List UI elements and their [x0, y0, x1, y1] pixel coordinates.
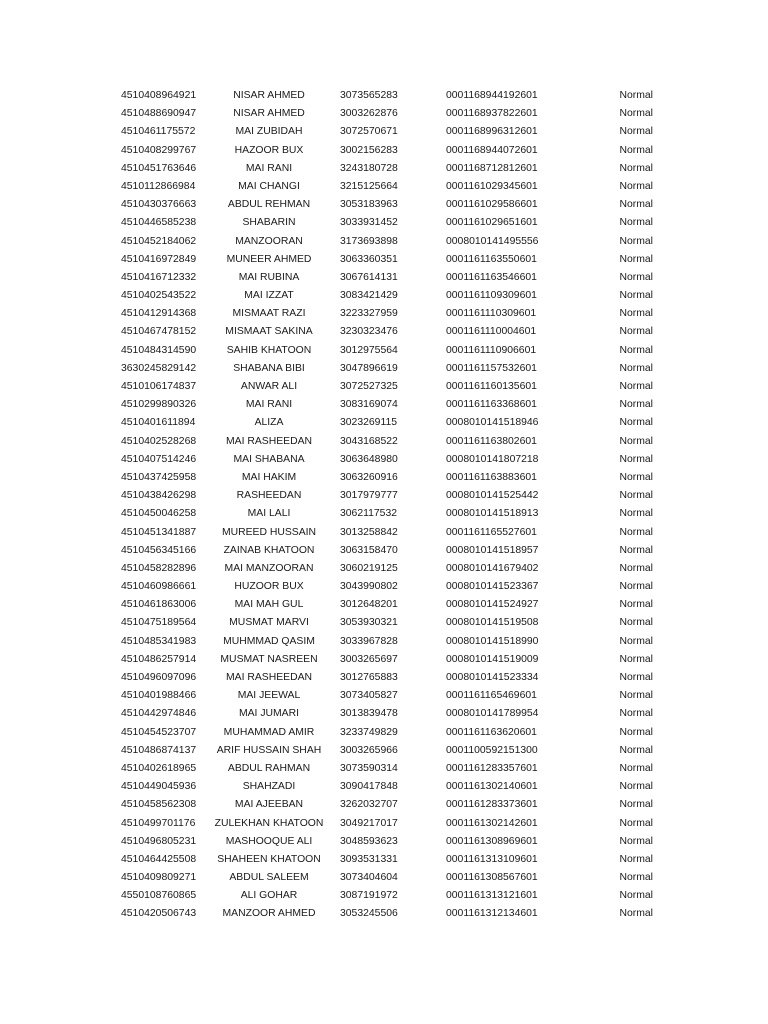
phone-cell: 3072527325 — [340, 381, 398, 392]
account-number-cell: 0001161029651601 — [446, 217, 538, 229]
table-row — [0, 414, 768, 432]
status-cell: Normal — [619, 653, 653, 665]
name-cell: MAI AJEEBAN — [234, 799, 304, 811]
status-cell: Normal — [619, 144, 653, 156]
phone-cell: 3173693898 — [340, 235, 398, 247]
cnic-cell: 4510496805231 — [121, 835, 197, 847]
name-cell: ANWAR ALI — [240, 381, 298, 392]
cnic-cell: 4510402543522 — [121, 290, 197, 302]
table-row — [0, 269, 768, 287]
name-cell: NISAR AHMED — [233, 108, 305, 120]
status-cell: Normal — [619, 381, 653, 392]
account-number-cell: 0001168944192601 — [446, 90, 538, 101]
status-cell: Normal — [619, 617, 653, 629]
account-number-cell: 0001161302140601 — [446, 781, 538, 793]
status-cell: Normal — [619, 253, 653, 265]
table-row — [0, 560, 768, 578]
account-number-cell: 0001161312134601 — [446, 908, 538, 920]
table-row — [0, 887, 768, 905]
table-row — [0, 851, 768, 869]
name-cell: MUREED HUSSAIN — [221, 526, 317, 538]
name-cell: MAI MANZOORAN — [224, 562, 314, 574]
account-number-cell: 0008010141789954 — [446, 708, 539, 720]
table-row — [0, 396, 768, 414]
cnic-cell: 4510446585238 — [121, 217, 197, 229]
status-cell: Normal — [619, 108, 653, 120]
table-row — [0, 760, 768, 778]
table-row — [0, 451, 768, 469]
cnic-cell: 4510486874137 — [121, 744, 197, 756]
name-cell: SAHIB KHATOON — [226, 344, 312, 356]
status-cell: Normal — [619, 308, 653, 320]
account-number-cell: 0001161160135601 — [446, 381, 537, 392]
table-row — [0, 433, 768, 451]
cnic-cell: 4510456345166 — [121, 544, 197, 556]
name-cell: MAI JEEWAL — [237, 690, 301, 702]
cnic-cell: 4510401611894 — [121, 417, 196, 429]
cnic-cell: 4510412914368 — [121, 308, 197, 320]
cnic-cell: 4510401988466 — [121, 690, 197, 702]
status-cell: Normal — [619, 180, 653, 192]
table-row — [0, 524, 768, 542]
table-row — [0, 705, 768, 723]
cnic-cell: 4510451341887 — [121, 526, 197, 538]
account-number-cell: 0001100592151300 — [446, 744, 538, 756]
table-row — [0, 614, 768, 632]
cnic-cell: 4510499701176 — [121, 817, 196, 829]
phone-cell: 3012975564 — [340, 344, 398, 356]
account-number-cell: 0001161157532601 — [446, 362, 537, 374]
phone-cell: 3073590314 — [340, 762, 398, 774]
name-cell: SHAHEEN KHATOON — [217, 853, 321, 865]
account-number-cell: 0008010141679402 — [446, 562, 539, 574]
status-cell: Normal — [619, 217, 653, 229]
table-row — [0, 669, 768, 687]
name-cell: RASHEEDAN — [236, 490, 302, 502]
phone-cell: 3012765883 — [340, 672, 398, 683]
phone-cell: 3093531331 — [340, 853, 398, 865]
name-cell: MAI IZZAT — [244, 290, 294, 302]
status-cell: Normal — [619, 708, 653, 720]
table-row — [0, 596, 768, 614]
status-cell: Normal — [619, 635, 653, 647]
name-cell: MANZOORAN — [235, 235, 303, 247]
cnic-cell: 4510438426298 — [121, 490, 197, 502]
table-row — [0, 233, 768, 251]
cnic-cell: 4510416972849 — [121, 253, 197, 265]
table-row — [0, 469, 768, 487]
table-row — [0, 123, 768, 141]
name-cell: MUSMAT NASREEN — [220, 653, 318, 665]
phone-cell: 3233749829 — [340, 726, 398, 738]
name-cell: MUHAMMAD AMIR — [223, 726, 315, 738]
table-row — [0, 178, 768, 196]
table-row — [0, 305, 768, 323]
cnic-cell: 4510408964921 — [121, 90, 197, 101]
table-row — [0, 905, 768, 923]
status-cell: Normal — [619, 90, 653, 101]
phone-cell: 3033931452 — [340, 217, 398, 229]
cnic-cell: 4510420506743 — [121, 908, 197, 920]
phone-cell: 3073404604 — [340, 872, 398, 884]
name-cell: NISAR AHMED — [233, 90, 305, 101]
phone-cell: 3073565283 — [340, 90, 398, 101]
cnic-cell: 4510452184062 — [121, 235, 197, 247]
table-row — [0, 724, 768, 742]
account-number-cell: 0008010141524927 — [446, 599, 539, 611]
cnic-cell: 4510461863006 — [121, 599, 197, 611]
phone-cell: 3073405827 — [340, 690, 398, 702]
table-row — [0, 633, 768, 651]
account-number-cell: 0001161163368601 — [446, 399, 537, 411]
table-row — [0, 142, 768, 160]
table-row — [0, 651, 768, 669]
phone-cell: 3003265697 — [340, 653, 398, 665]
cnic-cell: 4510402618965 — [121, 762, 197, 774]
cnic-cell: 4510451763646 — [121, 162, 197, 174]
account-number-cell: 0008010141518990 — [446, 635, 539, 647]
cnic-cell: 4510442974846 — [121, 708, 197, 720]
cnic-cell: 4510485341983 — [121, 635, 197, 647]
name-cell: MAI JUMARI — [238, 708, 300, 720]
name-cell: ZAINAB KHATOON — [223, 544, 315, 556]
phone-cell: 3072570671 — [340, 126, 398, 138]
cnic-cell: 4510450046258 — [121, 508, 197, 520]
phone-cell: 3012648201 — [340, 599, 398, 611]
name-cell: ARIF HUSSAIN SHAH — [216, 744, 322, 756]
cnic-cell: 4510458562308 — [121, 799, 197, 811]
cnic-cell: 4510488690947 — [121, 108, 197, 120]
phone-cell: 3053245506 — [340, 908, 398, 920]
account-number-cell: 0001161165469601 — [446, 690, 537, 702]
account-number-cell: 0001161110906601 — [446, 344, 537, 356]
cnic-cell: 4510464425508 — [121, 853, 197, 865]
name-cell: MUSMAT MARVI — [229, 617, 309, 629]
phone-cell: 3003262876 — [340, 108, 398, 120]
phone-cell: 3060219125 — [340, 562, 398, 574]
account-number-cell: 0008010141518913 — [446, 508, 539, 520]
status-cell: Normal — [619, 853, 653, 865]
name-cell: ABDUL RAHMAN — [227, 762, 311, 774]
cnic-cell: 4510437425958 — [121, 471, 197, 483]
name-cell: MAI RUBINA — [238, 271, 300, 283]
account-number-cell: 0001161313109601 — [446, 853, 538, 865]
name-cell: MUNEER AHMED — [226, 253, 312, 265]
name-cell: MAI LALI — [247, 508, 291, 520]
phone-cell: 3262032707 — [340, 799, 398, 811]
status-cell: Normal — [619, 835, 653, 847]
cnic-cell: 4510454523707 — [121, 726, 197, 738]
name-cell: HAZOOR BUX — [234, 144, 304, 156]
name-cell: MUHMMAD QASIM — [223, 635, 315, 647]
account-number-cell: 0001161283357601 — [446, 762, 538, 774]
phone-cell: 3215125664 — [340, 180, 398, 192]
name-cell: MASHOOQUE ALI — [225, 835, 313, 847]
name-cell: SHABANA BIBI — [233, 362, 305, 374]
account-number-cell: 0001161165527601 — [446, 526, 537, 538]
name-cell: ABDUL SALEEM — [229, 872, 309, 884]
status-cell: Normal — [619, 890, 653, 902]
phone-cell: 3087191972 — [340, 890, 398, 902]
table-row — [0, 542, 768, 560]
table-row — [0, 869, 768, 887]
name-cell: MISMAAT RAZI — [232, 308, 306, 320]
phone-cell: 3048593623 — [340, 835, 398, 847]
name-cell: MAI RASHEEDAN — [225, 435, 313, 447]
status-cell: Normal — [619, 326, 653, 338]
phone-cell: 3090417848 — [340, 781, 398, 793]
status-cell: Normal — [619, 762, 653, 774]
status-cell: Normal — [619, 490, 653, 502]
status-cell: Normal — [619, 599, 653, 611]
records-table — [0, 87, 768, 924]
table-row — [0, 505, 768, 523]
account-number-cell: 0001161029345601 — [446, 180, 538, 192]
status-cell: Normal — [619, 726, 653, 738]
name-cell: MAI HAKIM — [241, 471, 297, 483]
name-cell: ALIZA — [254, 417, 284, 429]
account-number-cell: 0001161163802601 — [446, 435, 537, 447]
account-number-cell: 0008010141807218 — [446, 453, 539, 465]
account-number-cell: 0001161109309601 — [446, 290, 537, 302]
status-cell: Normal — [619, 235, 653, 247]
table-row — [0, 778, 768, 796]
cnic-cell: 4510449045936 — [121, 781, 197, 793]
status-cell: Normal — [619, 435, 653, 447]
phone-cell: 3223327959 — [340, 308, 398, 320]
table-row — [0, 160, 768, 178]
phone-cell: 3062117532 — [340, 508, 398, 520]
phone-cell: 3002156283 — [340, 144, 398, 156]
cnic-cell: 4510475189564 — [121, 617, 197, 629]
table-row — [0, 105, 768, 123]
status-cell: Normal — [619, 781, 653, 793]
name-cell: MAI RASHEEDAN — [225, 672, 313, 683]
account-number-cell: 0001161163546601 — [446, 271, 537, 283]
account-number-cell: 0001161302142601 — [446, 817, 538, 829]
status-cell: Normal — [619, 508, 653, 520]
account-number-cell: 0001161313121601 — [446, 890, 538, 902]
table-row — [0, 815, 768, 833]
account-number-cell: 0001168996312601 — [446, 126, 538, 138]
name-cell: ABDUL REHMAN — [227, 199, 311, 211]
status-cell: Normal — [619, 453, 653, 465]
status-cell: Normal — [619, 344, 653, 356]
cnic-cell: 4550108760865 — [121, 890, 197, 902]
table-row — [0, 342, 768, 360]
status-cell: Normal — [619, 799, 653, 811]
phone-cell: 3047896619 — [340, 362, 398, 374]
account-number-cell: 0001168937822601 — [446, 108, 538, 120]
table-row — [0, 251, 768, 269]
account-number-cell: 0008010141495556 — [446, 235, 539, 247]
cnic-cell: 4510458282896 — [121, 562, 197, 574]
table-row — [0, 833, 768, 851]
account-number-cell: 0001168944072601 — [446, 144, 538, 156]
cnic-cell: 3630245829142 — [121, 362, 197, 374]
table-row — [0, 578, 768, 596]
account-number-cell: 0008010141523334 — [446, 672, 539, 683]
name-cell: MISMAAT SAKINA — [225, 326, 313, 338]
phone-cell: 3043990802 — [340, 581, 398, 593]
phone-cell: 3017979777 — [340, 490, 398, 502]
phone-cell: 3063158470 — [340, 544, 398, 556]
phone-cell: 3063360351 — [340, 253, 398, 265]
status-cell: Normal — [619, 672, 653, 683]
cnic-cell: 4510408299767 — [121, 144, 197, 156]
status-cell: Normal — [619, 290, 653, 302]
status-cell: Normal — [619, 526, 653, 538]
phone-cell: 3049217017 — [340, 817, 398, 829]
phone-cell: 3053930321 — [340, 617, 398, 629]
phone-cell: 3243180728 — [340, 162, 398, 174]
cnic-cell: 4510402528268 — [121, 435, 197, 447]
cnic-cell: 4510416712332 — [121, 271, 197, 283]
table-row — [0, 360, 768, 378]
name-cell: ALI GOHAR — [240, 890, 298, 902]
account-number-cell: 0001161029586601 — [446, 199, 538, 211]
status-cell: Normal — [619, 126, 653, 138]
status-cell: Normal — [619, 162, 653, 174]
cnic-cell: 4510467478152 — [121, 326, 197, 338]
name-cell: ZULEKHAN KHATOON — [214, 817, 324, 829]
status-cell: Normal — [619, 544, 653, 556]
table-row — [0, 287, 768, 305]
name-cell: HUZOOR BUX — [234, 581, 304, 593]
cnic-cell: 4510430376663 — [121, 199, 197, 211]
cnic-cell: 4510496097096 — [121, 672, 197, 683]
phone-cell: 3053183963 — [340, 199, 398, 211]
phone-cell: 3230323476 — [340, 326, 398, 338]
phone-cell: 3043168522 — [340, 435, 398, 447]
cnic-cell: 4510461175572 — [121, 126, 196, 138]
status-cell: Normal — [619, 872, 653, 884]
name-cell: MANZOOR AHMED — [222, 908, 316, 920]
table-row — [0, 796, 768, 814]
cnic-cell: 4510409809271 — [121, 872, 197, 884]
status-cell: Normal — [619, 908, 653, 920]
phone-cell: 3063648980 — [340, 453, 398, 465]
account-number-cell: 0001161163620601 — [446, 726, 537, 738]
account-number-cell: 0008010141525442 — [446, 490, 539, 502]
account-number-cell: 0008010141518957 — [446, 544, 539, 556]
account-number-cell: 0008010141518946 — [446, 417, 539, 429]
name-cell: MAI ZUBIDAH — [235, 126, 303, 138]
status-cell: Normal — [619, 399, 653, 411]
cnic-cell: 4510112866984 — [121, 180, 196, 192]
phone-cell: 3063260916 — [340, 471, 398, 483]
account-number-cell: 0001161163883601 — [446, 471, 537, 483]
phone-cell: 3003265966 — [340, 744, 398, 756]
cnic-cell: 4510106174837 — [121, 381, 197, 392]
table-row — [0, 87, 768, 105]
account-number-cell: 0001161283373601 — [446, 799, 538, 811]
account-number-cell: 0001161110309601 — [446, 308, 537, 320]
phone-cell: 3083169074 — [340, 399, 398, 411]
name-cell: MAI MAH GUL — [234, 599, 304, 611]
account-number-cell: 0008010141519009 — [446, 653, 539, 665]
status-cell: Normal — [619, 581, 653, 593]
cnic-cell: 4510407514246 — [121, 453, 197, 465]
status-cell: Normal — [619, 690, 653, 702]
cnic-cell: 4510486257914 — [121, 653, 197, 665]
account-number-cell: 0008010141519508 — [446, 617, 539, 629]
table-row — [0, 323, 768, 341]
table-row — [0, 742, 768, 760]
name-cell: MAI SHABANA — [233, 453, 305, 465]
phone-cell: 3023269115 — [340, 417, 398, 429]
status-cell: Normal — [619, 562, 653, 574]
name-cell: SHABARIN — [242, 217, 296, 229]
account-number-cell: 0008010141523367 — [446, 581, 539, 593]
phone-cell: 3067614131 — [340, 271, 398, 283]
status-cell: Normal — [619, 362, 653, 374]
name-cell: SHAHZADI — [242, 781, 296, 793]
phone-cell: 3083421429 — [340, 290, 398, 302]
account-number-cell: 0001161110004601 — [446, 326, 537, 338]
phone-cell: 3013839478 — [340, 708, 398, 720]
table-row — [0, 196, 768, 214]
cnic-cell: 4510484314590 — [121, 344, 197, 356]
status-cell: Normal — [619, 417, 653, 429]
table-row — [0, 687, 768, 705]
account-number-cell: 0001168712812601 — [446, 162, 538, 174]
table-row — [0, 378, 768, 396]
account-number-cell: 0001161163550601 — [446, 253, 537, 265]
phone-cell: 3013258842 — [340, 526, 398, 538]
status-cell: Normal — [619, 199, 653, 211]
cnic-cell: 4510460986661 — [121, 581, 197, 593]
cnic-cell: 4510299890326 — [121, 399, 197, 411]
account-number-cell: 0001161308969601 — [446, 835, 538, 847]
name-cell: MAI CHANGI — [238, 180, 300, 192]
status-cell: Normal — [619, 271, 653, 283]
status-cell: Normal — [619, 744, 653, 756]
name-cell: MAI RANI — [245, 399, 293, 411]
status-cell: Normal — [619, 471, 653, 483]
phone-cell: 3033967828 — [340, 635, 398, 647]
table-row — [0, 487, 768, 505]
account-number-cell: 0001161308567601 — [446, 872, 538, 884]
status-cell: Normal — [619, 817, 653, 829]
name-cell: MAI RANI — [245, 162, 293, 174]
table-row — [0, 214, 768, 232]
